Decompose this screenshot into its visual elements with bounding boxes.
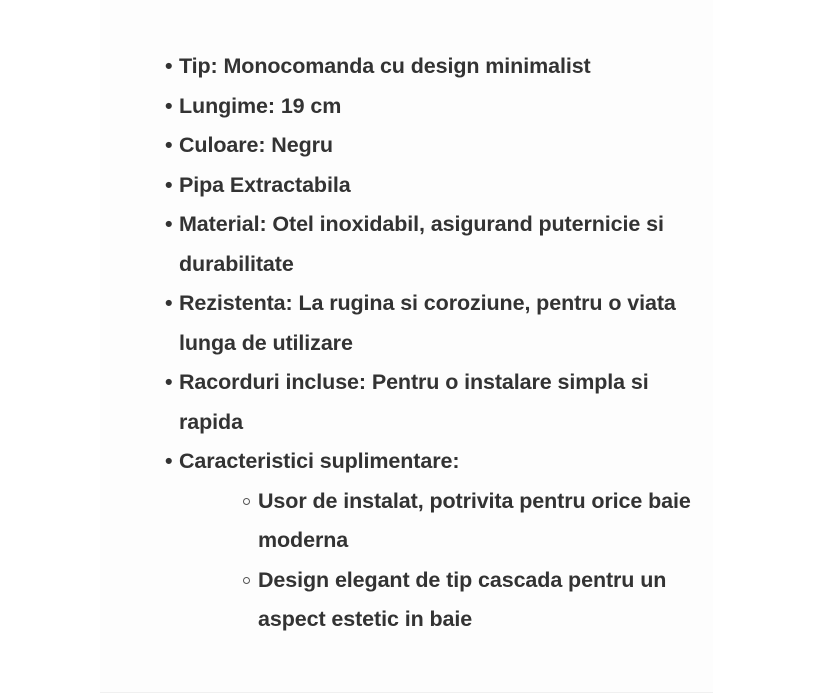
bullet-disc-icon: •	[165, 93, 173, 118]
bullet-disc-icon: •	[165, 370, 173, 394]
list-item	[165, 166, 690, 206]
list-item-label: Rezistenta: La rugina si coroziune, pentru o viata lunga de utilizare	[179, 291, 676, 355]
bullet-disc-icon: •	[165, 449, 173, 473]
bullet-disc-icon: •	[165, 212, 173, 236]
sub-list-item-label: Design elegant de tip cascada pentru un aspect estetic in baie	[258, 567, 667, 631]
list-item-label: Tip: Monocomanda cu design minimalist	[179, 54, 591, 78]
bullet-disc-icon: •	[165, 291, 173, 315]
additional-features-sublist	[243, 482, 704, 640]
list-item	[165, 47, 690, 87]
list-item-label: Pipa Extractabila	[179, 172, 351, 197]
list-item-label: Racorduri incluse: Pentru o instalare simpla si rapida	[179, 370, 649, 434]
bullet-circle-icon	[243, 498, 250, 505]
list-item	[165, 363, 690, 442]
content-panel	[100, 0, 713, 693]
bullet-circle-icon	[243, 577, 250, 584]
sub-list-item-label: Usor de instalat, potrivita pentru orice baie moderna	[258, 488, 691, 552]
bullet-disc-icon: •	[165, 54, 173, 78]
list-item	[165, 87, 690, 127]
list-item	[165, 205, 690, 284]
list-item	[165, 126, 690, 166]
list-item-label: Caracteristici suplimentare:	[179, 449, 460, 473]
bullet-disc-icon: •	[165, 172, 173, 197]
list-item-label: Lungime: 19 cm	[179, 93, 342, 118]
list-item	[243, 561, 704, 640]
list-item	[165, 284, 690, 363]
bullet-disc-icon: •	[165, 133, 173, 157]
list-item	[243, 482, 704, 561]
list-item-label: Material: Otel inoxidabil, asigurand puternicie si durabilitate	[179, 212, 664, 276]
list-item	[165, 442, 690, 640]
list-item-label: Culoare: Negru	[179, 133, 333, 157]
product-specification-list	[165, 47, 690, 640]
